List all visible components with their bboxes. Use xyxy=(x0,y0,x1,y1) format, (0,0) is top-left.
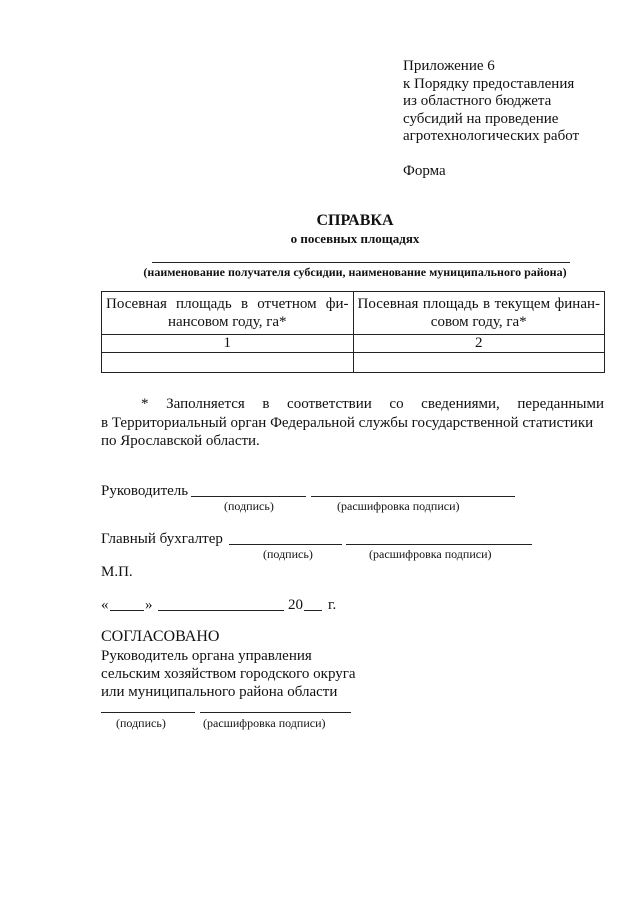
footnote-word: переданными xyxy=(517,396,604,412)
sown-area-table xyxy=(101,291,605,373)
head-decoding-caption: (расшифровка подписи) xyxy=(337,499,460,513)
date-day-line[interactable] xyxy=(110,610,144,611)
date-year-prefix: 20 xyxy=(288,597,303,613)
document-title: СПРАВКА xyxy=(316,212,394,229)
head-signature-caption: (подпись) xyxy=(224,499,274,513)
recipient-name-line xyxy=(152,262,570,263)
head-decoding-line[interactable] xyxy=(311,496,515,497)
column-number: 2 xyxy=(353,335,605,353)
approval-line: Руководитель органа управления xyxy=(101,648,312,664)
header-text-line: Посевная площадь в текущем финан- xyxy=(357,296,600,312)
date-month-line[interactable] xyxy=(158,610,284,611)
annex-line: к Порядку предоставления xyxy=(403,75,575,92)
approval-decoding-caption: (расшифровка подписи) xyxy=(203,716,326,730)
form-label: Форма xyxy=(403,163,446,179)
accountant-decoding-line[interactable] xyxy=(346,544,532,545)
footnote-first-line xyxy=(141,395,604,413)
header-text-line: Посевная площадь в отчетном фи- xyxy=(106,296,349,312)
annex-line: субсидий на проведение xyxy=(403,110,559,127)
approval-line: сельским хозяйством городского округа xyxy=(101,666,356,682)
approval-title: СОГЛАСОВАНО xyxy=(101,628,220,645)
header-text-line: совом году, га* xyxy=(430,314,527,330)
table-header-current-year xyxy=(353,292,605,335)
accountant-signature-line[interactable] xyxy=(229,544,342,545)
head-label: Руководитель xyxy=(101,483,189,499)
approval-decoding-line[interactable] xyxy=(200,712,351,713)
annex-line: из областного бюджета xyxy=(403,93,552,109)
date-close-quote: » xyxy=(145,597,153,613)
footnote-word: соответствии xyxy=(287,396,372,412)
annex-line: Приложение 6 xyxy=(403,58,495,74)
table-cell[interactable] xyxy=(102,353,354,373)
approval-signature-line[interactable] xyxy=(101,712,195,713)
footnote-line: по Ярославской области. xyxy=(101,433,260,449)
date-year-line[interactable] xyxy=(304,610,322,611)
footnote-line: в Территориальный орган Федеральной службы государственной статистики xyxy=(101,415,594,431)
document-subtitle: о посевных площадях xyxy=(290,231,420,246)
footnote-word: сведениями, xyxy=(421,396,500,412)
footnote-word: со xyxy=(389,396,404,412)
footnote-word: в xyxy=(262,396,270,412)
footnote-word: * xyxy=(141,396,149,412)
chief-accountant-label: Главный бухгалтер xyxy=(101,531,223,547)
accountant-decoding-caption: (расшифровка подписи) xyxy=(369,547,492,561)
approval-signature-caption: (подпись) xyxy=(116,716,166,730)
date-open-quote: « xyxy=(101,597,109,613)
recipient-caption: (наименование получателя субсидии, наименование муниципального района) xyxy=(143,265,567,279)
footnote-word: Заполняется xyxy=(166,396,245,412)
approval-line: или муниципального района области xyxy=(101,684,338,700)
seal-label: М.П. xyxy=(101,564,133,580)
accountant-signature-caption: (подпись) xyxy=(263,547,313,561)
header-text-line: нансовом году, га* xyxy=(167,314,287,330)
table-number-row xyxy=(102,335,605,353)
head-signature-line[interactable] xyxy=(191,496,306,497)
date-year-suffix: г. xyxy=(328,597,337,613)
column-number: 1 xyxy=(102,335,354,353)
table-row xyxy=(102,353,605,373)
table-header-reporting-year xyxy=(102,292,354,335)
table-cell[interactable] xyxy=(353,353,605,373)
annex-block xyxy=(403,58,579,146)
annex-line: агротехнологических работ xyxy=(403,128,580,144)
table-header-row xyxy=(102,292,605,335)
